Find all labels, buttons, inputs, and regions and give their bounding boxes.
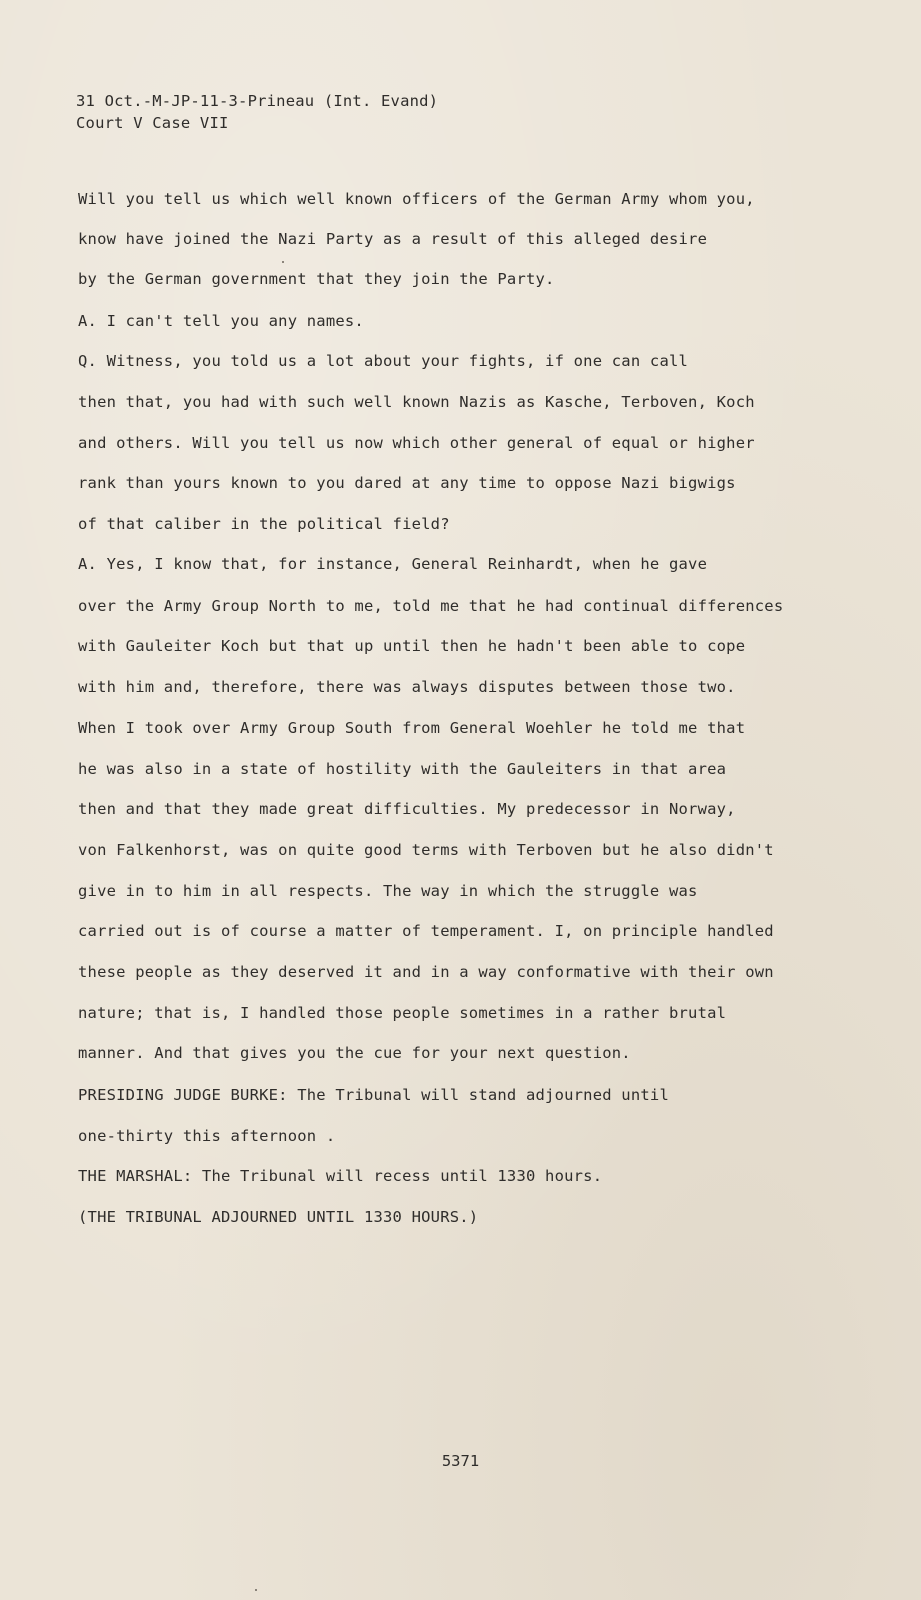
transcript-line: give in to him in all respects. The way in which the struggle was [78,882,698,900]
transcript-line: (THE TRIBUNAL ADJOURNED UNTIL 1330 HOURS.) [78,1208,479,1226]
transcript-line: then and that they made great difficulties. My predecessor in Norway, [78,800,736,818]
transcript-line: by the German government that they join the Party. [78,270,555,288]
header-line-2: Court V Case VII [76,114,229,132]
transcript-line: over the Army Group North to me, told me that he had continual differences [78,597,784,615]
transcript-line: A. Yes, I know that, for instance, General Reinhardt, when he gave [78,555,708,573]
paper-speck [282,261,284,263]
transcript-line: manner. And that gives you the cue for your next question. [78,1044,631,1062]
paper-speck [255,1589,257,1591]
transcript-line: Will you tell us which well known officers of the German Army whom you, [78,190,755,208]
transcript-line: When I took over Army Group South from General Woehler he told me that [78,719,746,737]
header-line-1: 31 Oct.-M-JP-11-3-Prineau (Int. Evand) [76,92,439,110]
transcript-line: rank than yours known to you dared at any time to oppose Nazi bigwigs [78,474,736,492]
transcript-line: of that caliber in the political field? [78,515,450,533]
transcript-line: Q. Witness, you told us a lot about your fights, if one can call [78,352,689,370]
transcript-line: nature; that is, I handled those people sometimes in a rather brutal [78,1004,727,1022]
transcript-line: these people as they deserved it and in a way conformative with their own [78,963,774,981]
transcript-line: A. I can't tell you any names. [78,312,364,330]
transcript-line: von Falkenhorst, was on quite good terms with Terboven but he also didn't [78,841,774,859]
transcript-line: then that, you had with such well known Nazis as Kasche, Terboven, Koch [78,393,755,411]
transcript-line: know have joined the Nazi Party as a result of this alleged desire [78,230,708,248]
transcript-line: THE MARSHAL: The Tribunal will recess until 1330 hours. [78,1167,603,1185]
transcript-line: and others. Will you tell us now which other general of equal or higher [78,434,755,452]
transcript-line: one-thirty this afternoon . [78,1127,336,1145]
transcript-line: he was also in a state of hostility with the Gauleiters in that area [78,760,727,778]
transcript-line: PRESIDING JUDGE BURKE: The Tribunal will stand adjourned until [78,1086,669,1104]
page-number: 5371 [441,1452,480,1470]
transcript-line: carried out is of course a matter of temperament. I, on principle handled [78,922,774,940]
transcript-line: with him and, therefore, there was always disputes between those two. [78,678,736,696]
transcript-line: with Gauleiter Koch but that up until then he hadn't been able to cope [78,637,746,655]
